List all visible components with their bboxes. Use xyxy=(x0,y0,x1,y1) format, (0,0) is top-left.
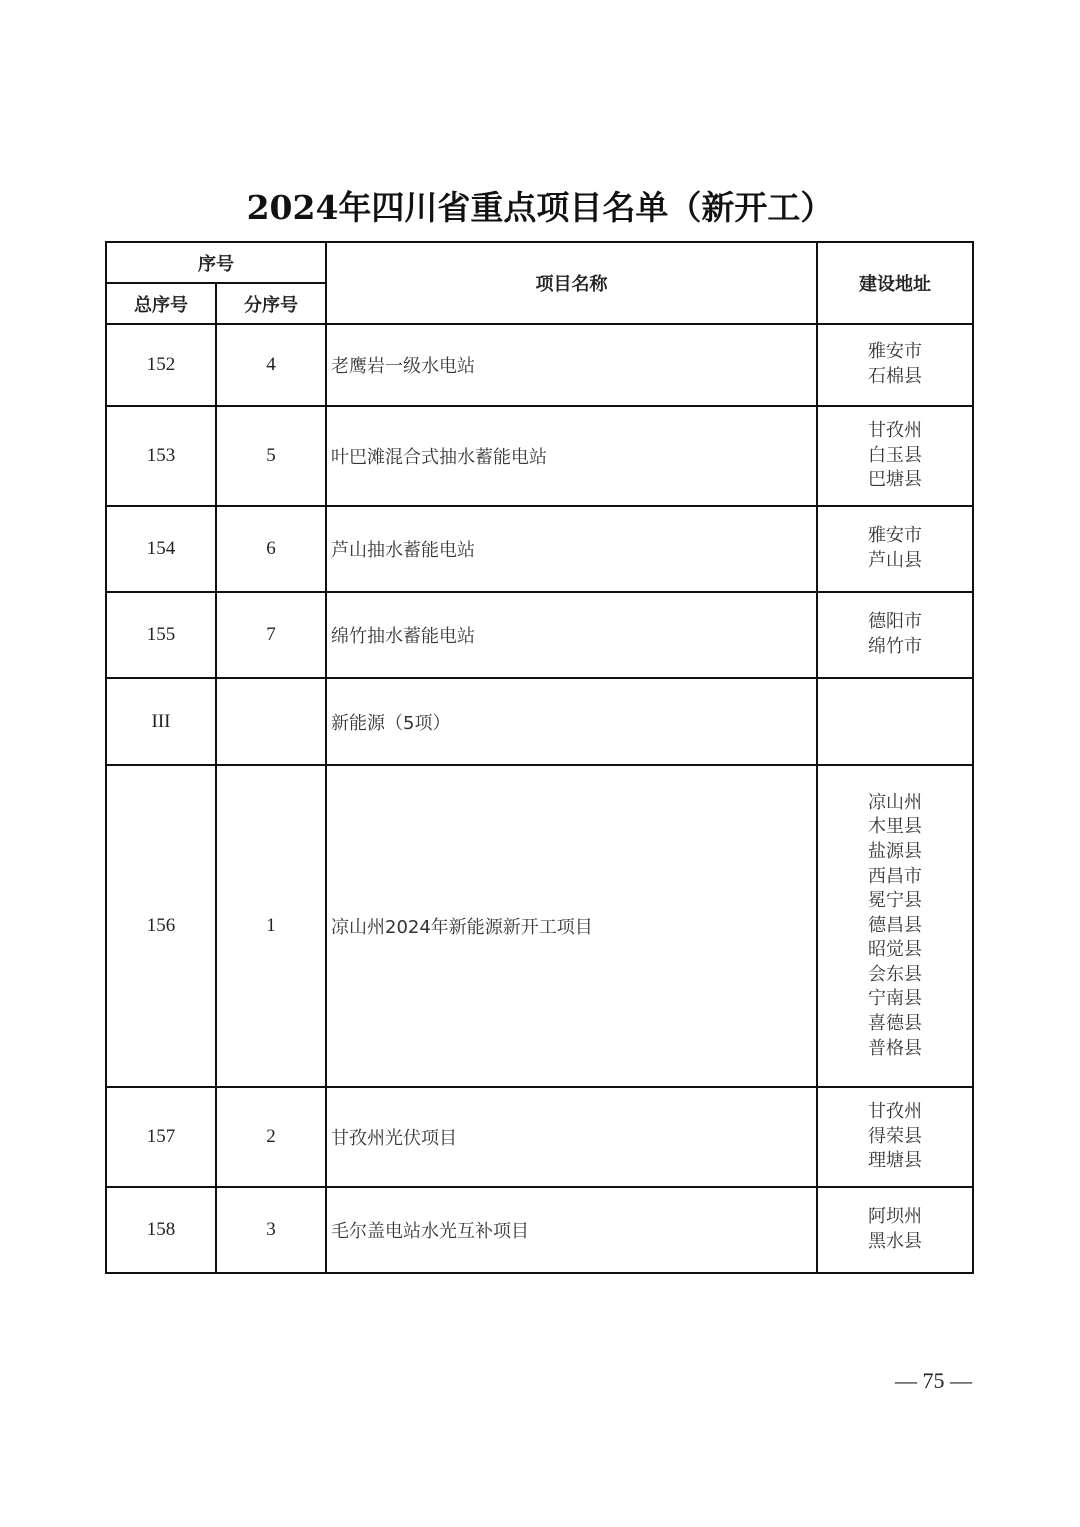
header-sub-seq: 分序号 xyxy=(216,283,326,324)
location-line: 冕宁县 xyxy=(868,890,922,912)
page-number: — 75 — xyxy=(895,1368,972,1393)
total-seq-cell: 157 xyxy=(106,1087,216,1187)
location-line: 石棉县 xyxy=(868,366,922,387)
location-line: 普格县 xyxy=(868,1037,922,1059)
project-name-cell: 芦山抽水蓄能电站 xyxy=(326,506,817,592)
project-table xyxy=(105,241,974,1274)
project-name-cell: 老鹰岩一级水电站 xyxy=(326,324,817,406)
location-line: 巴塘县 xyxy=(868,469,922,491)
sub-seq-cell: 5 xyxy=(216,406,326,506)
location-line: 理塘县 xyxy=(868,1150,922,1172)
section-number-cell: III xyxy=(106,678,216,765)
project-name-cell: 凉山州2024年新能源新开工项目 xyxy=(326,765,817,1087)
section-title-cell: 新能源（5项） xyxy=(326,678,817,765)
location-line: 德昌县 xyxy=(868,914,922,936)
location-cell xyxy=(817,506,973,592)
location-line: 宁南县 xyxy=(868,988,922,1010)
total-seq-cell: 154 xyxy=(106,506,216,592)
total-seq-cell: 158 xyxy=(106,1187,216,1273)
table-row xyxy=(106,592,973,678)
project-name-cell: 叶巴滩混合式抽水蓄能电站 xyxy=(326,406,817,506)
location-line: 绵竹市 xyxy=(868,636,922,657)
table-row xyxy=(106,324,973,406)
location-cell xyxy=(817,592,973,678)
location-cell xyxy=(817,678,973,765)
total-seq-cell: 156 xyxy=(106,765,216,1087)
location-line: 喜德县 xyxy=(868,1013,922,1035)
location-line: 雅安市 xyxy=(868,341,922,363)
location-line: 凉山州 xyxy=(868,791,922,813)
location-line: 甘孜州 xyxy=(868,1101,922,1123)
location-line: 木里县 xyxy=(868,816,922,838)
sub-seq-cell xyxy=(216,678,326,765)
sub-seq-cell: 6 xyxy=(216,506,326,592)
project-name-cell: 甘孜州光伏项目 xyxy=(326,1087,817,1187)
total-seq-cell: 153 xyxy=(106,406,216,506)
location-line: 雅安市 xyxy=(868,525,922,547)
header-total-seq: 总序号 xyxy=(106,283,216,324)
table-row xyxy=(106,1087,973,1187)
location-line: 得荣县 xyxy=(868,1125,922,1147)
location-line: 甘孜州 xyxy=(868,420,922,442)
location-line: 昭觉县 xyxy=(868,939,922,961)
sub-seq-cell: 7 xyxy=(216,592,326,678)
document-title: 2024年四川省重点项目名单（新开工） xyxy=(246,188,834,227)
total-seq-cell: 152 xyxy=(106,324,216,406)
table-row xyxy=(106,506,973,592)
location-cell xyxy=(817,406,973,506)
location-line: 白玉县 xyxy=(868,444,922,466)
table-row xyxy=(106,406,973,506)
total-seq-cell: 155 xyxy=(106,592,216,678)
project-name-cell: 绵竹抽水蓄能电站 xyxy=(326,592,817,678)
header-project-name: 项目名称 xyxy=(326,242,817,324)
header-location: 建设地址 xyxy=(817,242,973,324)
sub-seq-cell: 2 xyxy=(216,1087,326,1187)
header-seq-group: 序号 xyxy=(106,242,326,283)
sub-seq-cell: 1 xyxy=(216,765,326,1087)
location-line: 盐源县 xyxy=(868,840,922,862)
sub-seq-cell: 4 xyxy=(216,324,326,406)
location-line: 芦山县 xyxy=(868,550,922,571)
location-cell xyxy=(817,1087,973,1187)
location-line: 会东县 xyxy=(868,963,922,985)
location-cell xyxy=(817,1187,973,1273)
location-line: 黑水县 xyxy=(868,1231,922,1252)
table-row-section xyxy=(106,678,973,765)
table-row xyxy=(106,1187,973,1273)
location-cell xyxy=(817,324,973,406)
location-line: 德阳市 xyxy=(868,611,922,633)
location-line: 西昌市 xyxy=(868,865,922,887)
location-cell xyxy=(817,765,973,1087)
table-row xyxy=(106,765,973,1087)
sub-seq-cell: 3 xyxy=(216,1187,326,1273)
location-line: 阿坝州 xyxy=(868,1206,922,1228)
project-name-cell: 毛尔盖电站水光互补项目 xyxy=(326,1187,817,1273)
